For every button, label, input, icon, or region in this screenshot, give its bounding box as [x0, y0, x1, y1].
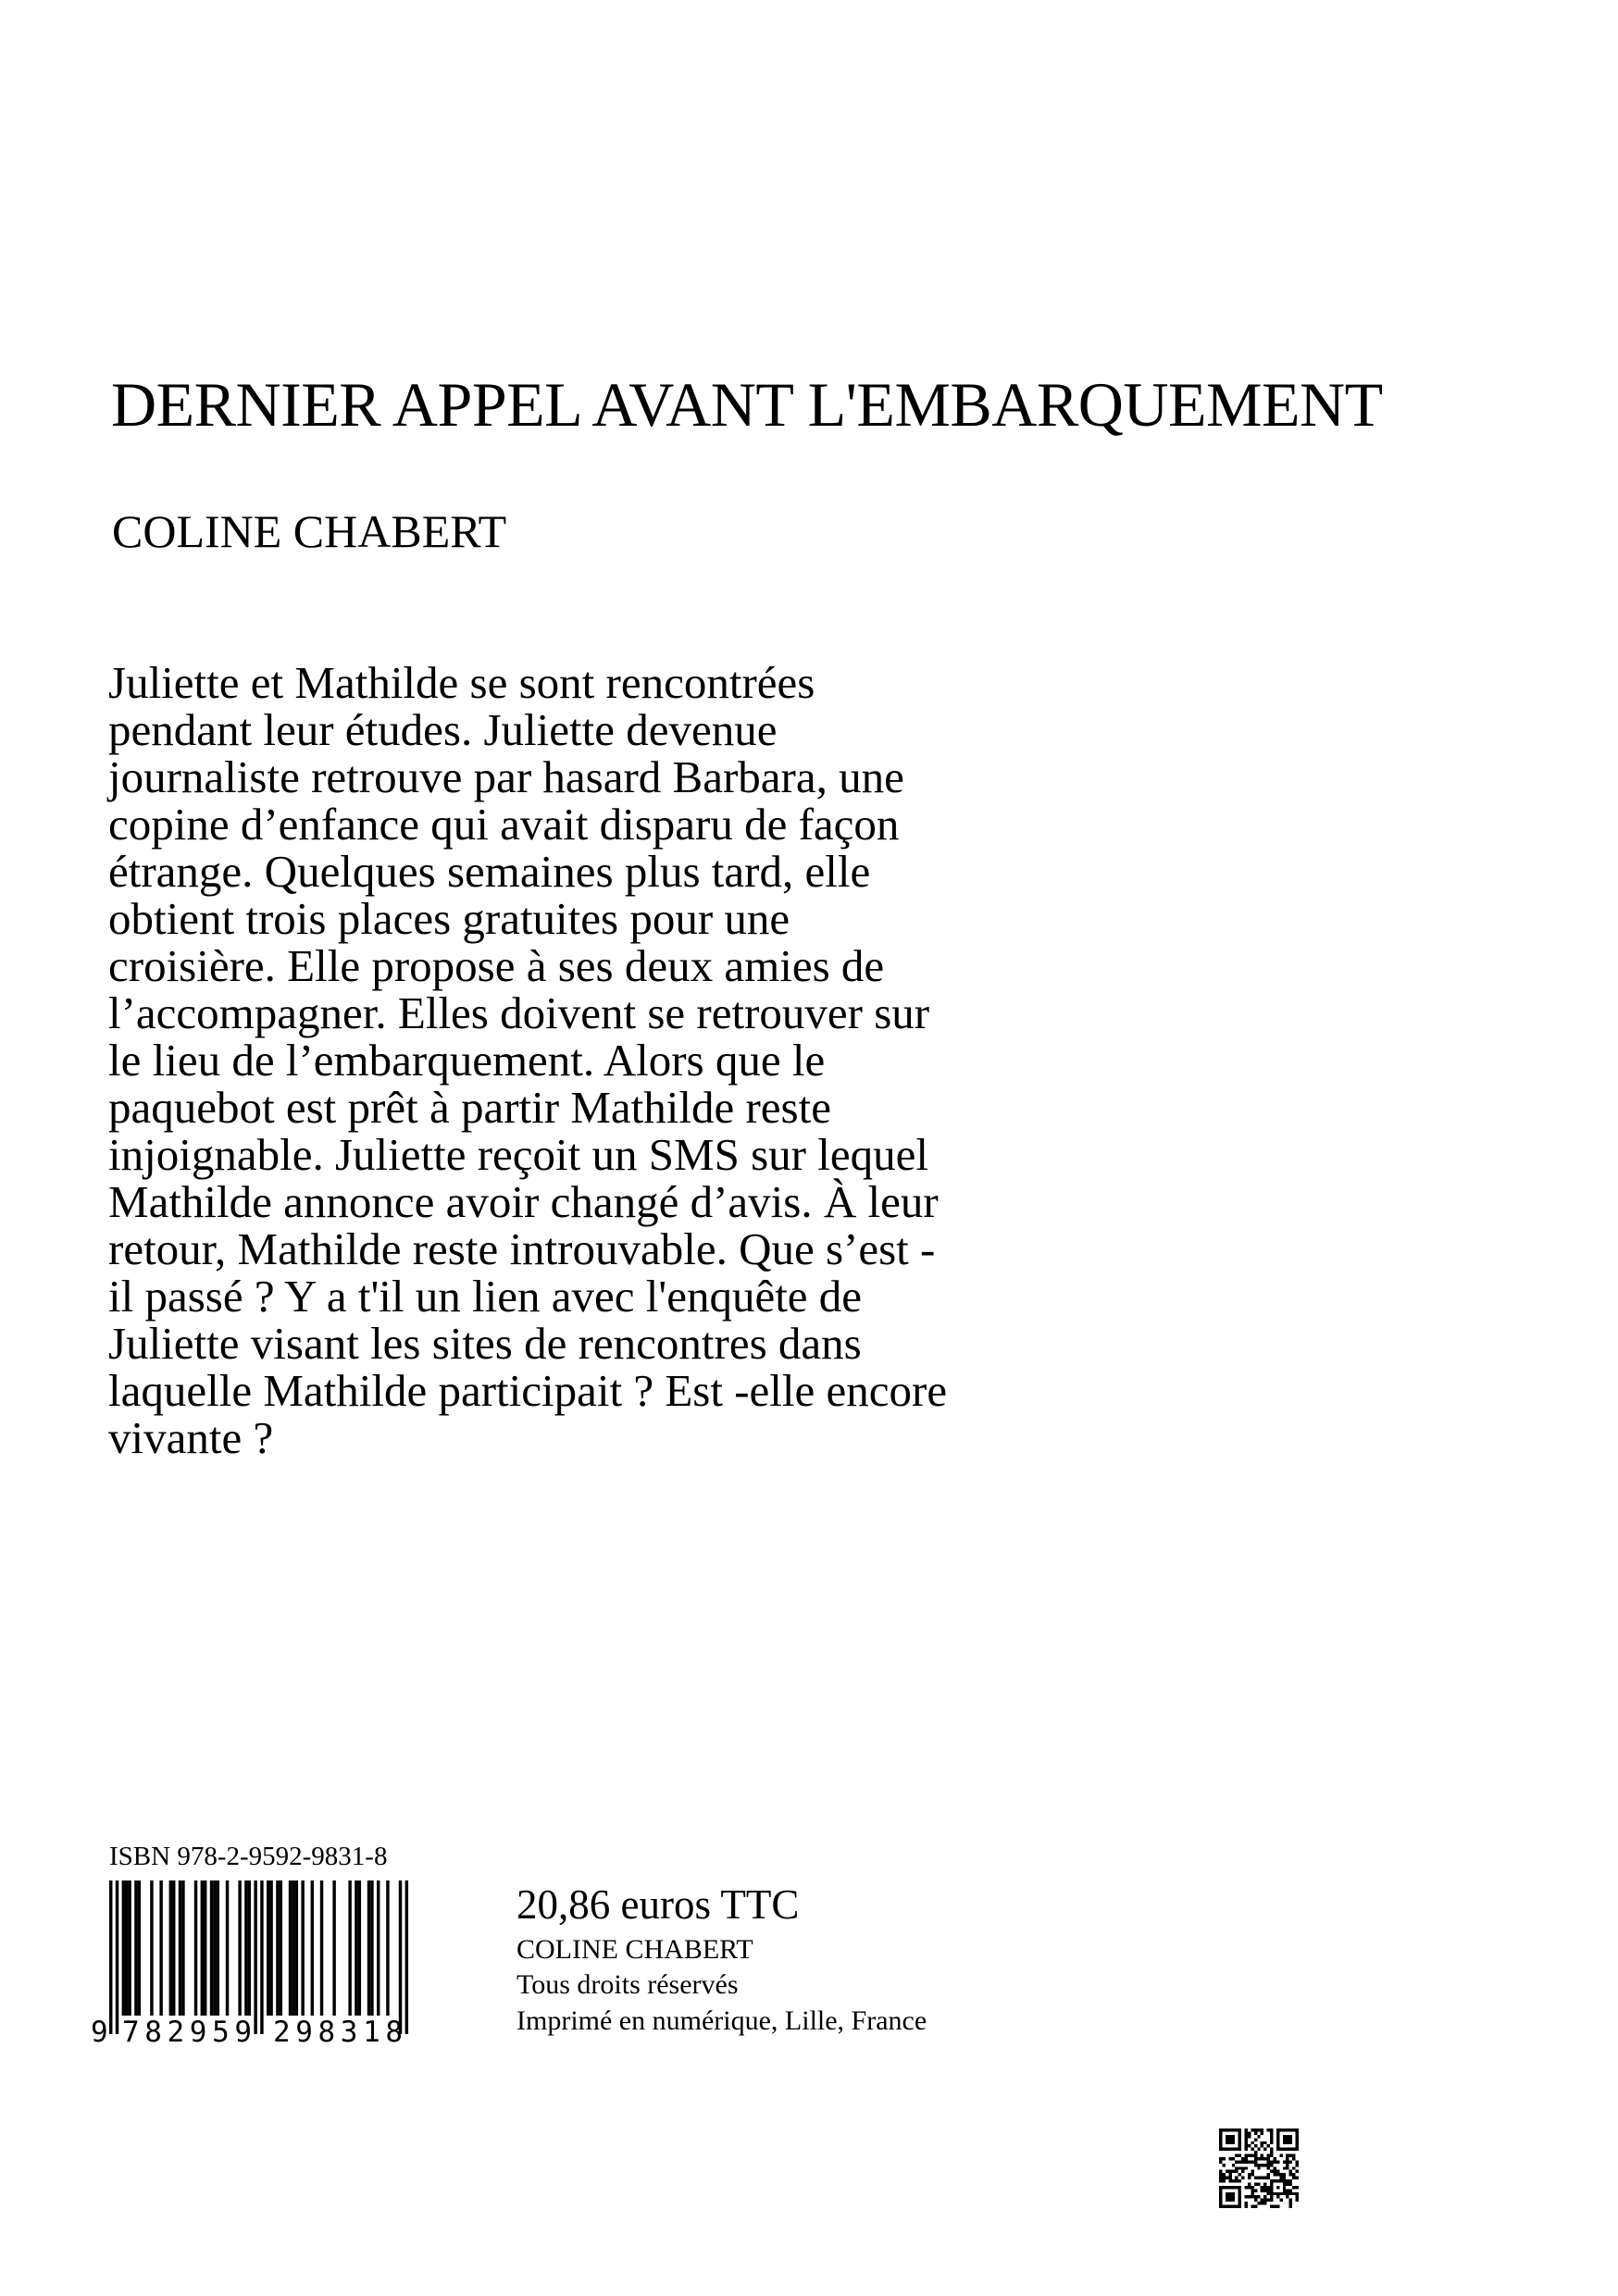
barcode-bar [116, 1880, 118, 2034]
barcode-bar [377, 1880, 380, 2016]
blurb-line: Juliette visant les sites de rencontres dans [108, 1318, 862, 1369]
barcode-bar [292, 1880, 294, 2016]
barcode-bar [280, 1880, 282, 2016]
barcode-bar [244, 1880, 247, 2016]
blurb-line: croisière. Elle propose à ses deux amies de [108, 940, 885, 991]
book-title: DERNIER APPEL AVANT L'EMBARQUEMENT [111, 369, 1383, 440]
blurb-line: injoignable. Juliette reçoit un SMS sur lequel [108, 1129, 928, 1180]
barcode-bar [355, 1880, 357, 2016]
barcode-bar [399, 1880, 402, 2034]
barcode-bar [159, 1880, 162, 2016]
barcode-bar [172, 1880, 175, 2016]
blurb-line: Mathilde annonce avoir changé d’avis. À leur [108, 1176, 939, 1227]
blurb-line: Juliette et Mathilde se sont rencontrées [108, 657, 815, 708]
barcode-bar [226, 1880, 229, 2016]
qr-code-icon [1219, 2128, 1299, 2208]
barcode-bar [213, 1880, 216, 2016]
barcode-bar [370, 1880, 373, 2016]
blurb-line: retour, Mathilde reste introuvable. Que s’est - [108, 1223, 936, 1274]
barcode-bar [194, 1880, 197, 2016]
barcode-bar [169, 1880, 172, 2016]
barcode-bar [150, 1880, 153, 2016]
blurb-line: obtient trois places gratuites pour une [108, 893, 790, 944]
book-author: COLINE CHABERT [112, 505, 507, 557]
barcode-bar [134, 1880, 137, 2016]
barcode-bar [358, 1880, 361, 2016]
barcode-left-digits: 782959 [122, 2016, 252, 2047]
barcode-bar [128, 1880, 131, 2016]
blurb-line: l’accompagner. Elles doivent se retrouver sur [108, 987, 930, 1038]
barcode-bar [386, 1880, 389, 2016]
barcode-bar [138, 1880, 141, 2016]
blurb-line: étrange. Quelques semaines plus tard, elle [108, 846, 871, 897]
barcode-bar [109, 1880, 112, 2034]
blurb-line: journaliste retrouve par hasard Barbara, une [108, 751, 904, 802]
barcode-bar [204, 1880, 206, 2016]
blurb-line: paquebot est prêt à partir Mathilde reste [108, 1082, 831, 1133]
blurb-line: le lieu de l’embarquement. Alors que le [108, 1035, 826, 1086]
barcode-bar [332, 1880, 335, 2016]
barcode-bar [210, 1880, 213, 2016]
barcode-bar [201, 1880, 204, 2016]
blurb-line: copine d’enfance qui avait disparu de façon [108, 799, 900, 850]
barcode-icon [83, 1880, 454, 2047]
blurb-line: vivante ? [108, 1412, 274, 1463]
barcode-right-digits: 298318 [273, 2016, 403, 2047]
barcode-lead-digit: 9 [91, 2016, 108, 2047]
barcode-bar [179, 1880, 181, 2016]
blurb-line: laquelle Mathilde participait ? Est -elle encore [108, 1365, 948, 1416]
barcode-bar [260, 1880, 263, 2034]
isbn-label: ISBN 978-2-9592-9831-8 [109, 1842, 388, 1871]
barcode-bars [109, 1880, 408, 2034]
barcode-bar [320, 1880, 323, 2016]
barcode-bar [254, 1880, 256, 2034]
barcode-bar [367, 1880, 370, 2016]
back-cover-blurb [108, 659, 1247, 1461]
barcode-bar [125, 1880, 128, 2016]
barcode-bar [276, 1880, 279, 2016]
barcode-bar [267, 1880, 269, 2016]
blurb-line: il passé ? Y a t'il un lien avec l'enquête de [108, 1271, 863, 1322]
barcode-bar [348, 1880, 351, 2016]
rights-notice: Tous droits réservés [517, 1969, 739, 2000]
printing-info: Imprimé en numérique, Lille, France [517, 2005, 927, 2036]
barcode-bar [269, 1880, 272, 2016]
barcode-bar [248, 1880, 251, 2016]
barcode-bar [295, 1880, 298, 2016]
barcode-bar [301, 1880, 304, 2016]
barcode-bar [289, 1880, 292, 2016]
barcode-bar [238, 1880, 241, 2016]
barcode-bar [217, 1880, 219, 2016]
barcode-bar [122, 1880, 125, 2016]
blurb-line: pendant leur études. Juliette devenue [108, 704, 778, 755]
price-label: 20,86 euros TTC [517, 1881, 800, 1928]
publisher-name: COLINE CHABERT [517, 1934, 753, 1965]
barcode-bar [181, 1880, 184, 2016]
barcode-bar [311, 1880, 314, 2016]
barcode-bar [405, 1880, 408, 2034]
